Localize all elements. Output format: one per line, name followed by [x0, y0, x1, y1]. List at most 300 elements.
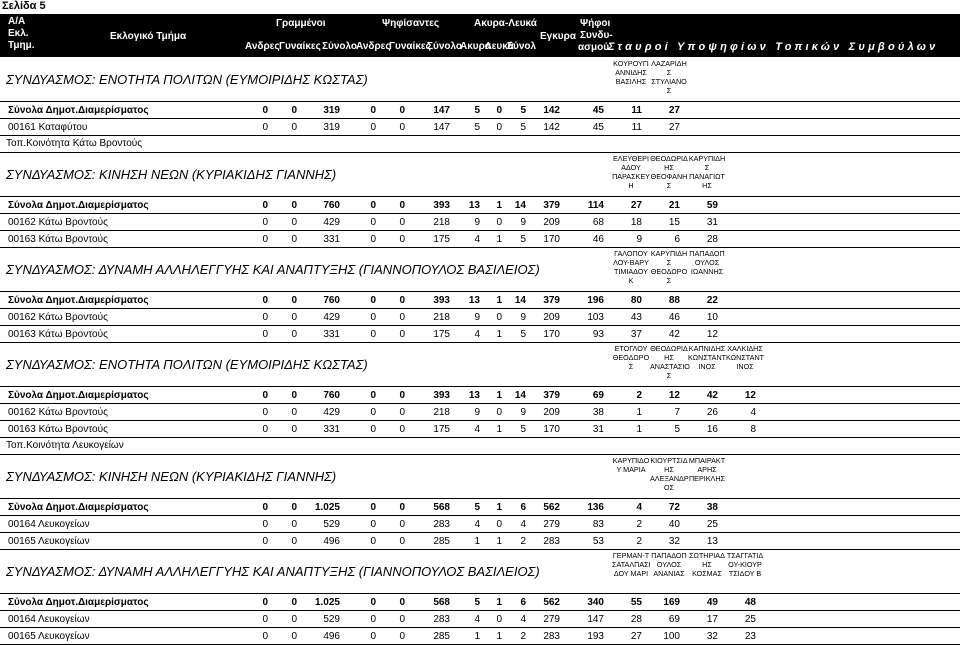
candidate-name: ΚΑΠΝΙΔΗΣ ΚΩΝΣΤΑΝΤ ΙΝΟΣ: [688, 344, 727, 371]
cell-value: 0: [262, 312, 268, 323]
candidate-name: ΛΑΖΑΡΙΔΗ Σ ΣΤΥΛΙΑΝΟ Σ: [651, 59, 687, 95]
cell-value: 14: [514, 390, 526, 401]
cell-value: 6: [520, 502, 526, 513]
cross-vote-value: 11: [631, 105, 642, 116]
table-row: [0, 611, 960, 627]
candidate-name: ΠΑΠΑΔΟΠ ΟΥΛΟΣ ΑΝΑΝΙΑΣ: [651, 551, 687, 578]
cell-value: 0: [262, 407, 268, 418]
cell-value: 5: [474, 122, 480, 133]
header-akyra-leyka: Ακυρα-Λευκά: [474, 18, 537, 29]
cross-vote-value: 28: [630, 614, 642, 625]
cell-value: 393: [433, 200, 450, 211]
cell-value: 0: [399, 295, 405, 306]
cell-value: 45: [592, 122, 604, 133]
cell-value: 31: [592, 424, 604, 435]
cross-vote-value: 4: [750, 407, 756, 418]
row-label: Σύνολα Δημοτ.Διαμερίσματος: [8, 200, 149, 211]
cell-value: 429: [323, 217, 340, 228]
header-stavroi: Σταυροί Υποψηφίων Τοπικών Συμβούλων: [608, 41, 939, 53]
cell-value: 218: [433, 407, 450, 418]
cross-vote-value: 5: [674, 424, 680, 435]
cell-value: 0: [399, 312, 405, 323]
cell-value: 283: [433, 519, 450, 530]
cell-value: 0: [262, 536, 268, 547]
cell-value: 0: [399, 329, 405, 340]
cell-value: 83: [592, 519, 604, 530]
cell-value: 6: [520, 597, 526, 608]
header-ekl: Εκλ.: [8, 28, 29, 39]
row-divider: [0, 152, 960, 153]
cross-vote-value: 43: [630, 312, 642, 323]
cross-vote-value: 32: [668, 536, 680, 547]
cell-value: 114: [587, 200, 604, 211]
total-row: [0, 594, 960, 610]
cell-value: 0: [496, 614, 502, 625]
cell-value: 0: [370, 536, 376, 547]
cross-vote-value: 38: [706, 502, 718, 513]
cell-value: 760: [323, 200, 340, 211]
cross-vote-value: 69: [668, 614, 680, 625]
topiki-koinotita-heading: Τοπ.Κοινότητα Λευκογείων: [6, 440, 124, 451]
cross-vote-value: 49: [706, 597, 718, 608]
cell-value: 340: [587, 597, 604, 608]
cell-value: 429: [323, 312, 340, 323]
header-sub-5: Γυναίκες: [389, 41, 431, 52]
cell-value: 209: [543, 407, 560, 418]
cell-value: 0: [291, 390, 297, 401]
row-label: 00163 Κάτω Βροντούς: [8, 234, 108, 245]
cell-value: 379: [543, 295, 560, 306]
cell-value: 562: [543, 597, 560, 608]
cell-value: 5: [520, 234, 526, 245]
row-label: 00163 Κάτω Βροντούς: [8, 424, 108, 435]
cross-vote-value: 15: [668, 217, 680, 228]
cell-value: 0: [399, 122, 405, 133]
cell-value: 285: [433, 536, 450, 547]
cross-vote-value: 23: [744, 631, 756, 642]
cell-value: 0: [262, 631, 268, 642]
cross-vote-value: 88: [668, 295, 680, 306]
cross-vote-value: 27: [630, 200, 642, 211]
cell-value: 279: [543, 519, 560, 530]
cell-value: 175: [433, 329, 450, 340]
cell-value: 0: [399, 390, 405, 401]
cell-value: 0: [399, 105, 405, 116]
cell-value: 285: [433, 631, 450, 642]
cross-vote-value: 27: [668, 122, 680, 133]
header-sub-8: Λευκά: [485, 41, 514, 52]
cell-value: 46: [592, 234, 604, 245]
row-label: 00165 Λευκογείων: [8, 536, 90, 547]
cell-value: 4: [474, 424, 480, 435]
cross-vote-value: 6: [674, 234, 680, 245]
cell-value: 45: [592, 105, 604, 116]
cross-vote-value: 25: [744, 614, 756, 625]
cell-value: 170: [543, 424, 560, 435]
cross-vote-value: 55: [630, 597, 642, 608]
cell-value: 218: [433, 217, 450, 228]
cell-value: 0: [291, 295, 297, 306]
cell-value: 0: [370, 217, 376, 228]
cell-value: 529: [323, 519, 340, 530]
cell-value: 760: [323, 295, 340, 306]
cross-vote-value: 2: [636, 519, 642, 530]
cross-vote-value: 12: [706, 329, 718, 340]
cell-value: 0: [399, 407, 405, 418]
cell-value: 496: [323, 536, 340, 547]
cell-value: 1: [496, 329, 502, 340]
cross-vote-value: 80: [630, 295, 642, 306]
cell-value: 0: [370, 122, 376, 133]
cross-vote-value: 16: [706, 424, 718, 435]
row-label: 00162 Κάτω Βροντούς: [8, 407, 108, 418]
cross-vote-value: 1: [636, 424, 642, 435]
header-ekl-tmima: Εκλογικό Τμήμα: [110, 31, 187, 42]
header-egkyra: Εγκυρα: [540, 31, 576, 42]
cross-vote-value: 100: [663, 631, 680, 642]
cell-value: 5: [520, 424, 526, 435]
cross-vote-value: 13: [706, 536, 718, 547]
cell-value: 5: [520, 122, 526, 133]
cell-value: 1: [496, 424, 502, 435]
cell-value: 0: [496, 122, 502, 133]
cross-vote-value: 2: [636, 390, 642, 401]
header-sub-1: Ανδρες: [245, 41, 280, 52]
cell-value: 0: [262, 519, 268, 530]
cell-value: 0: [496, 105, 502, 116]
cell-value: 0: [291, 631, 297, 642]
cell-value: 568: [433, 597, 450, 608]
candidate-name: ΚΑΡΥΠΙΔΗ Σ ΘΕΟΔΩΡΟ Σ: [650, 249, 688, 285]
total-row: [0, 197, 960, 213]
cell-value: 2: [520, 536, 526, 547]
cross-vote-value: 27: [668, 105, 680, 116]
cell-value: 0: [262, 329, 268, 340]
cross-vote-value: 46: [668, 312, 680, 323]
row-divider: [0, 247, 960, 248]
table-row: [0, 516, 960, 532]
syndiasmos-title: ΣΥΝΔΥΑΣΜΟΣ: ΕΝΟΤΗΤΑ ΠΟΛΙΤΩΝ (ΕΥΜΟΙΡΙΔΗΣ ΚΩΣΤΑΣ): [6, 72, 368, 87]
row-label: 00164 Λευκογείων: [8, 519, 90, 530]
cell-value: 4: [474, 329, 480, 340]
cell-value: 0: [370, 105, 376, 116]
candidate-name: ΧΑΛΚΙΔΗΣ ΚΩΝΣΤΑΝΤ ΙΝΟΣ: [726, 344, 765, 371]
header-sub-7: Ακυρα: [460, 41, 491, 52]
cell-value: 13: [468, 295, 480, 306]
cell-value: 1: [496, 502, 502, 513]
cell-value: 331: [323, 329, 340, 340]
cell-value: 0: [291, 597, 297, 608]
cross-vote-value: 2: [636, 536, 642, 547]
header-psifisantes: Ψηφίσαντες: [382, 18, 440, 29]
cell-value: 0: [496, 217, 502, 228]
cell-value: 9: [474, 217, 480, 228]
cell-value: 0: [262, 390, 268, 401]
cross-vote-value: 28: [706, 234, 718, 245]
cell-value: 170: [543, 329, 560, 340]
cross-vote-value: 7: [674, 407, 680, 418]
row-label: 00165 Λευκογείων: [8, 631, 90, 642]
cell-value: 0: [291, 424, 297, 435]
cell-value: 0: [291, 105, 297, 116]
cross-vote-value: 11: [631, 122, 642, 133]
header-psifoi-1: Ψήφοι: [580, 18, 611, 29]
cell-value: 0: [399, 217, 405, 228]
cell-value: 218: [433, 312, 450, 323]
cell-value: 0: [399, 424, 405, 435]
cell-value: 568: [433, 502, 450, 513]
cell-value: 279: [543, 614, 560, 625]
cell-value: 0: [291, 407, 297, 418]
cell-value: 0: [262, 597, 268, 608]
table-row: [0, 404, 960, 420]
cell-value: 142: [543, 105, 560, 116]
syndiasmos-title: ΣΥΝΔΥΑΣΜΟΣ: ΕΝΟΤΗΤΑ ΠΟΛΙΤΩΝ (ΕΥΜΟΙΡΙΔΗΣ ΚΩΣΤΑΣ): [6, 357, 368, 372]
cell-value: 38: [592, 407, 604, 418]
cell-value: 0: [262, 502, 268, 513]
table-row: [0, 421, 960, 437]
candidate-name: ΣΩΤΗΡΙΑΔ ΗΣ ΚΟΣΜΑΣ: [689, 551, 725, 578]
candidate-name: ΜΠΑΙΡΑΚΤ ΑΡΗΣ ΠΕΡΙΚΛΗΣ: [688, 456, 726, 483]
cell-value: 147: [587, 614, 604, 625]
syndiasmos-title: ΣΥΝΔΥΑΣΜΟΣ: ΚΙΝΗΣΗ ΝΕΩΝ (ΚΥΡΙΑΚΙΔΗΣ ΓΙΑΝΝΗΣ): [6, 469, 337, 484]
cell-value: 2: [520, 631, 526, 642]
cross-vote-value: 26: [706, 407, 718, 418]
cross-vote-value: 42: [706, 390, 718, 401]
candidate-name: ΓΕΡΜΑΝ-Τ ΣΑΤΑΛΠΑΣΙ ΔΟΥ ΜΑΡΙ: [612, 551, 651, 578]
cross-vote-value: 4: [636, 502, 642, 513]
cell-value: 0: [370, 390, 376, 401]
cell-value: 0: [496, 312, 502, 323]
cell-value: 0: [399, 536, 405, 547]
candidate-name: ΠΑΠΑΔΟΠ ΟΥΛΟΣ ΙΩΑΝΝΗΣ: [689, 249, 725, 276]
cell-value: 0: [370, 519, 376, 530]
cell-value: 170: [543, 234, 560, 245]
cell-value: 0: [399, 502, 405, 513]
row-divider: [0, 437, 960, 438]
cell-value: 93: [592, 329, 604, 340]
cell-value: 0: [370, 631, 376, 642]
cell-value: 1: [496, 295, 502, 306]
cell-value: 0: [496, 407, 502, 418]
cell-value: 0: [399, 631, 405, 642]
cell-value: 9: [520, 407, 526, 418]
header-sub-4: Ανδρες: [356, 41, 391, 52]
cell-value: 0: [291, 217, 297, 228]
cell-value: 0: [370, 295, 376, 306]
total-row: [0, 102, 960, 118]
cross-vote-value: 12: [744, 390, 756, 401]
cell-value: 136: [587, 502, 604, 513]
cell-value: 14: [514, 200, 526, 211]
cell-value: 0: [370, 597, 376, 608]
syndiasmos-title: ΣΥΝΔΥΑΣΜΟΣ: ΔΥΝΑΜΗ ΑΛΛΗΛΕΓΓΥΗΣ ΚΑΙ ΑΝΑΠΤΥΞΗΣ (ΓΙΑΝΝΟΠΟΥΛΟΣ ΒΑΣΙΛΕΙΟΣ): [6, 262, 540, 277]
candidate-name: ΘΕΟΔΩΡΙΔ ΗΣ ΑΝΑΣΤΑΣΙΟ Σ: [650, 344, 690, 380]
cell-value: 1.025: [314, 502, 340, 513]
candidate-name: ΚΑΡΥΠΙΔΟ Υ ΜΑΡΙΑ: [612, 456, 650, 474]
cross-vote-value: 25: [706, 519, 718, 530]
cell-value: 103: [587, 312, 604, 323]
candidate-name: ΕΛΕΥΘΕΡΙ ΑΔΟΥ ΠΑΡΑΣΚΕΥ Η: [612, 154, 650, 190]
cell-value: 209: [543, 312, 560, 323]
cell-value: 142: [543, 122, 560, 133]
cell-value: 53: [592, 536, 604, 547]
header-tmima: Τμημ.: [8, 40, 35, 51]
header-sub-3: Σύνολο: [322, 41, 358, 52]
cell-value: 0: [291, 329, 297, 340]
cross-vote-value: 27: [630, 631, 642, 642]
cell-value: 147: [433, 122, 450, 133]
page-label: Σελίδα 5: [2, 0, 46, 12]
row-label: 00163 Κάτω Βροντούς: [8, 329, 108, 340]
cell-value: 379: [543, 200, 560, 211]
cell-value: 0: [370, 614, 376, 625]
candidate-name: ΚΟΥΡΟΥΓΙ ΑΝΝΙΔΗΣ ΒΑΣΙΛΗΣ: [613, 59, 649, 86]
cell-value: 331: [323, 424, 340, 435]
cell-value: 283: [433, 614, 450, 625]
cell-value: 196: [587, 295, 604, 306]
cross-vote-value: 22: [706, 295, 718, 306]
cell-value: 393: [433, 295, 450, 306]
cross-vote-value: 48: [744, 597, 756, 608]
header-sub-2: Γυναίκες: [279, 41, 321, 52]
cell-value: 283: [543, 536, 560, 547]
cell-value: 0: [262, 295, 268, 306]
cell-value: 5: [520, 105, 526, 116]
cell-value: 0: [291, 614, 297, 625]
cell-value: 0: [399, 200, 405, 211]
row-label: Σύνολα Δημοτ.Διαμερίσματος: [8, 502, 149, 513]
cell-value: 5: [474, 597, 480, 608]
row-divider: [0, 454, 960, 455]
syndiasmos-title: ΣΥΝΔΥΑΣΜΟΣ: ΔΥΝΑΜΗ ΑΛΛΗΛΕΓΓΥΗΣ ΚΑΙ ΑΝΑΠΤΥΞΗΣ (ΓΙΑΝΝΟΠΟΥΛΟΣ ΒΑΣΙΛΕΙΟΣ): [6, 564, 540, 579]
cell-value: 4: [520, 614, 526, 625]
cell-value: 0: [291, 502, 297, 513]
cell-value: 5: [474, 105, 480, 116]
cross-vote-value: 21: [668, 200, 680, 211]
cross-vote-value: 12: [668, 390, 680, 401]
cell-value: 175: [433, 234, 450, 245]
row-divider: [0, 549, 960, 550]
candidate-name: ΘΕΟΔΩΡΙΔ ΗΣ ΘΕΟΦΑΝΗ Σ: [650, 154, 688, 190]
header-sub-6: Σύνολο: [427, 41, 463, 52]
row-label: 00164 Λευκογείων: [8, 614, 90, 625]
cell-value: 0: [399, 614, 405, 625]
table-row: [0, 533, 960, 549]
cross-vote-value: 17: [706, 614, 718, 625]
cross-vote-value: 59: [706, 200, 718, 211]
cell-value: 69: [592, 390, 604, 401]
cell-value: 562: [543, 502, 560, 513]
candidate-name: ΕΤΟΓΛΟΥ ΘΕΟΔΩΡΟ Σ: [612, 344, 650, 371]
cell-value: 1: [474, 536, 480, 547]
row-divider: [0, 342, 960, 343]
cell-value: 0: [262, 234, 268, 245]
total-row: [0, 292, 960, 308]
cell-value: 0: [291, 200, 297, 211]
cell-value: 5: [520, 329, 526, 340]
cell-value: 379: [543, 390, 560, 401]
cell-value: 1: [496, 234, 502, 245]
cell-value: 1: [496, 536, 502, 547]
candidate-name: ΤΣΑΓΓΑΤΙΔ ΟΥ-ΚΙΟΥΡ ΤΣΙΔΟΥ Β: [726, 551, 764, 578]
cell-value: 0: [291, 234, 297, 245]
cell-value: 0: [370, 312, 376, 323]
cell-value: 0: [370, 502, 376, 513]
cross-vote-value: 42: [668, 329, 680, 340]
cell-value: 0: [262, 217, 268, 228]
cell-value: 529: [323, 614, 340, 625]
cell-value: 14: [514, 295, 526, 306]
cell-value: 9: [520, 312, 526, 323]
cell-value: 0: [399, 597, 405, 608]
cell-value: 0: [262, 614, 268, 625]
cell-value: 283: [543, 631, 560, 642]
cell-value: 13: [468, 200, 480, 211]
total-row: [0, 499, 960, 515]
cross-vote-value: 8: [750, 424, 756, 435]
cell-value: 0: [291, 312, 297, 323]
cell-value: 0: [291, 536, 297, 547]
row-label: Σύνολα Δημοτ.Διαμερίσματος: [8, 105, 149, 116]
cell-value: 1: [496, 390, 502, 401]
cell-value: 4: [474, 614, 480, 625]
cell-value: 0: [262, 122, 268, 133]
cross-vote-value: 72: [668, 502, 680, 513]
cell-value: 0: [262, 105, 268, 116]
cell-value: 0: [370, 407, 376, 418]
cell-value: 0: [399, 519, 405, 530]
cell-value: 319: [323, 122, 340, 133]
topiki-koinotita-heading: Τοπ.Κοινότητα Κάτω Βροντούς: [6, 138, 143, 149]
cross-vote-value: 37: [630, 329, 642, 340]
cell-value: 1.025: [314, 597, 340, 608]
cross-vote-value: 9: [636, 234, 642, 245]
cross-vote-value: 40: [668, 519, 680, 530]
row-label: 00162 Κάτω Βροντούς: [8, 217, 108, 228]
cell-value: 0: [291, 519, 297, 530]
cell-value: 0: [370, 424, 376, 435]
row-label: Σύνολα Δημοτ.Διαμερίσματος: [8, 390, 149, 401]
cell-value: 1: [474, 631, 480, 642]
cell-value: 9: [474, 407, 480, 418]
header-psifoi-2: Συνδυ-: [580, 30, 613, 41]
cell-value: 319: [323, 105, 340, 116]
cell-value: 4: [474, 234, 480, 245]
table-row: [0, 309, 960, 325]
cross-vote-value: 31: [706, 217, 718, 228]
cell-value: 0: [496, 519, 502, 530]
cell-value: 0: [370, 329, 376, 340]
cross-vote-value: 169: [663, 597, 680, 608]
cell-value: 760: [323, 390, 340, 401]
syndiasmos-title: ΣΥΝΔΥΑΣΜΟΣ: ΚΙΝΗΣΗ ΝΕΩΝ (ΚΥΡΙΑΚΙΔΗΣ ΓΙΑΝΝΗΣ): [6, 167, 337, 182]
row-label: Σύνολα Δημοτ.Διαμερίσματος: [8, 295, 149, 306]
cell-value: 0: [291, 122, 297, 133]
table-row: [0, 326, 960, 342]
cell-value: 0: [262, 200, 268, 211]
cross-vote-value: 10: [706, 312, 718, 323]
cell-value: 393: [433, 390, 450, 401]
cross-vote-value: 1: [636, 407, 642, 418]
cell-value: 4: [520, 519, 526, 530]
candidate-name: ΚΙΟΥΡΤΣΙΔ ΗΣ ΑΛΕΞΑΝΔΡ ΟΣ: [650, 456, 689, 492]
cell-value: 5: [474, 502, 480, 513]
cell-value: 9: [520, 217, 526, 228]
header-sub-9: Σύνολ: [507, 41, 537, 52]
cell-value: 0: [370, 200, 376, 211]
header-grammenoi: Γραμμένοι: [276, 18, 326, 29]
